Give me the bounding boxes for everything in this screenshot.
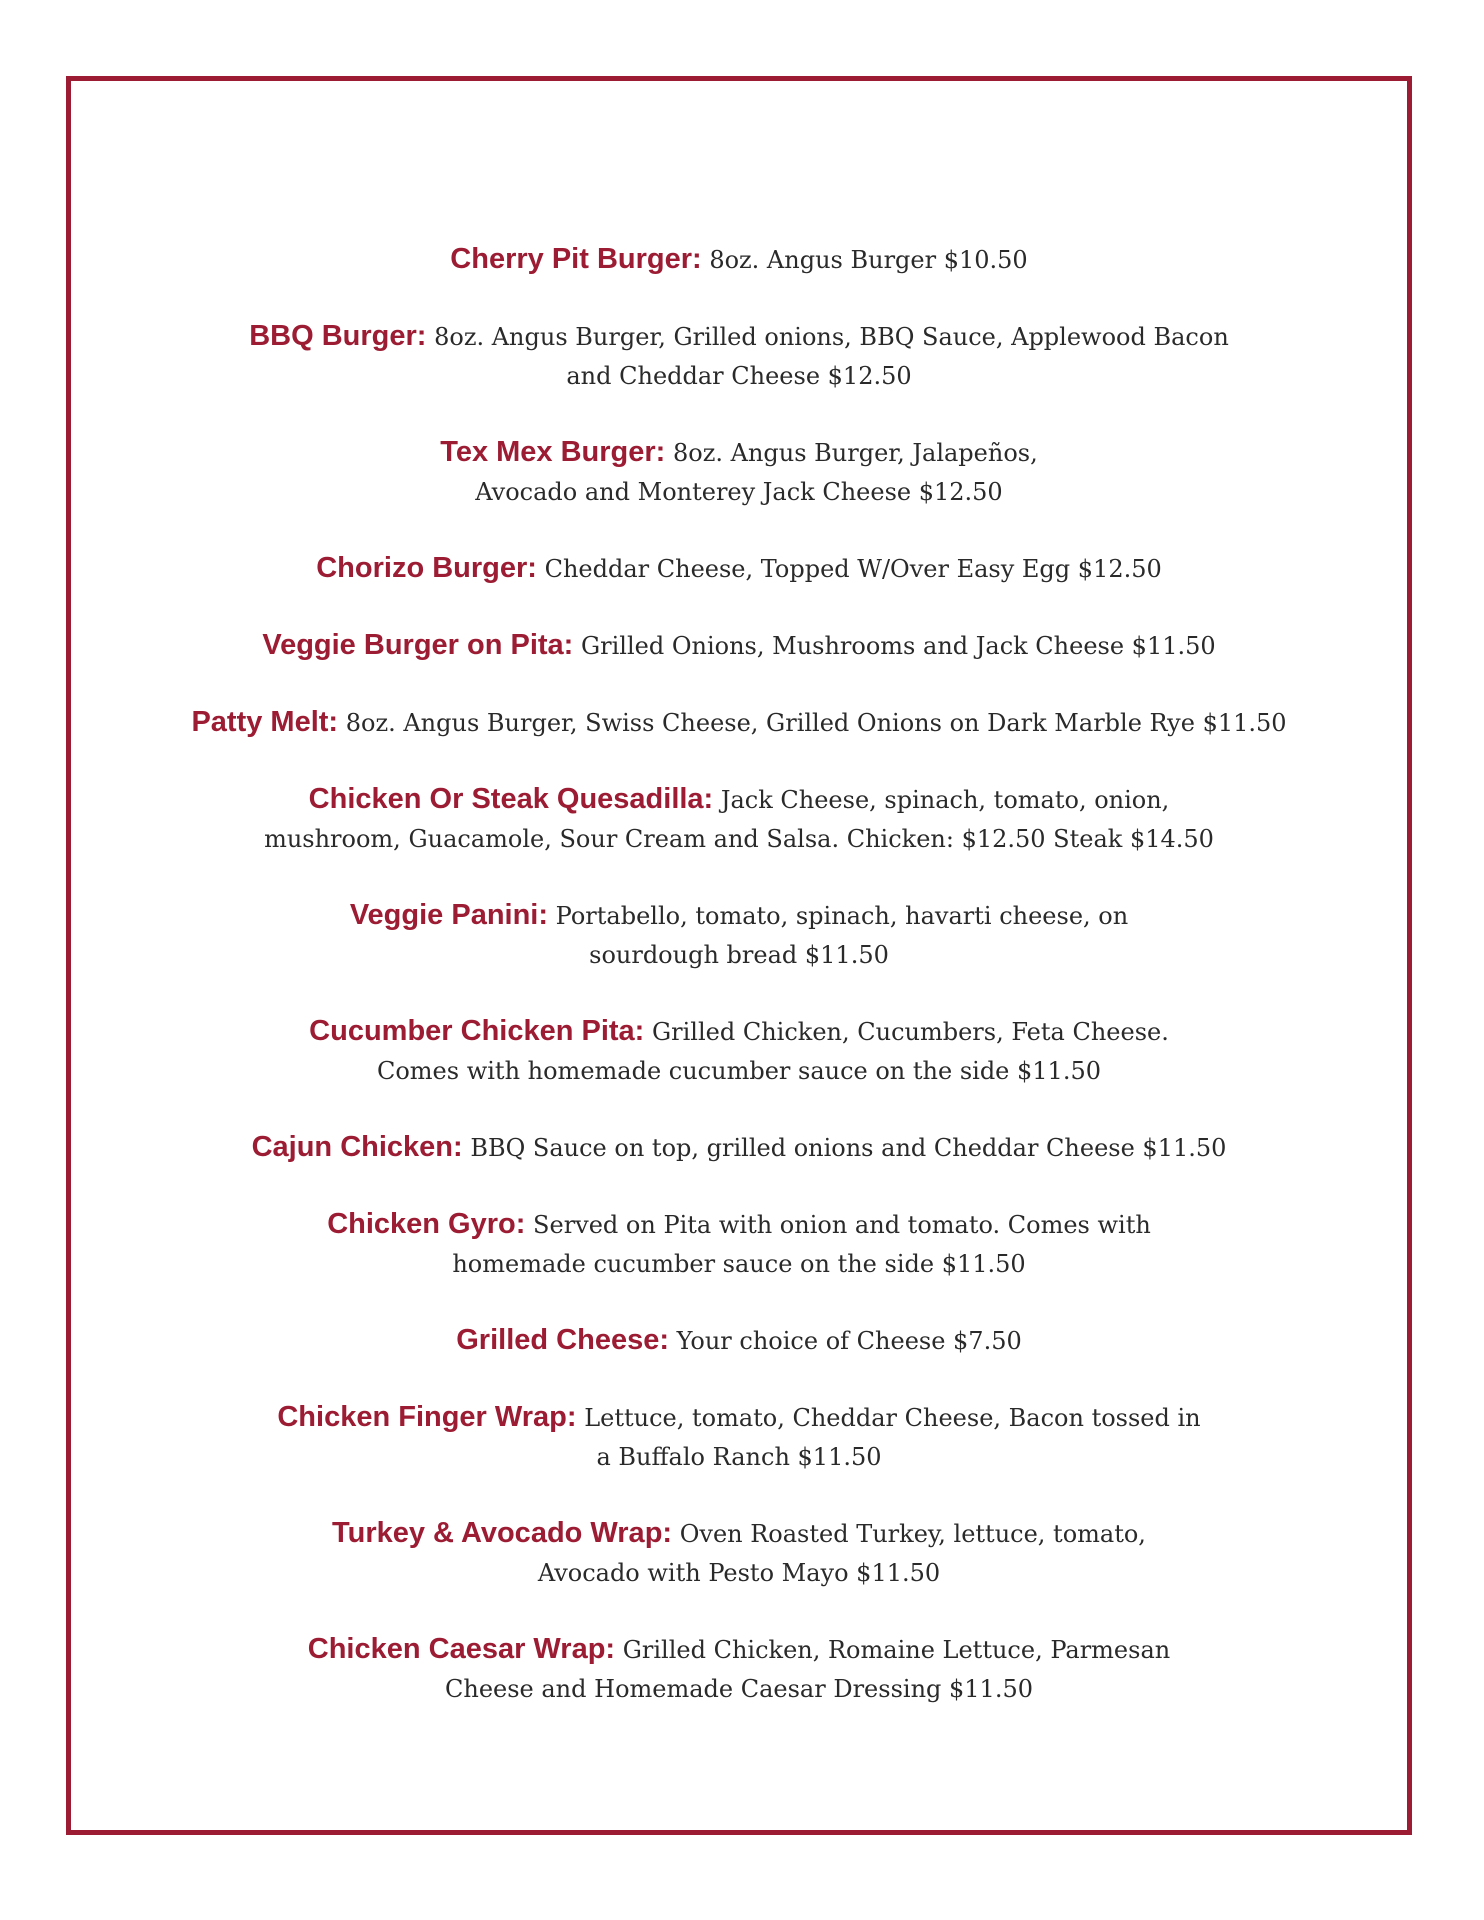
menu-item-description-line2: Comes with homemade cucumber sauce on the side $11.50 — [376, 1057, 1101, 1085]
menu-item-turkey-avocado-wrap — [66, 1514, 1412, 1593]
menu-item-name: Cucumber Chicken Pita: — [309, 1015, 645, 1047]
menu-item-description-line2: sourdough bread $11.50 — [589, 941, 889, 969]
menu-item-name: Veggie Panini: — [349, 899, 549, 931]
menu-item-cherry-pit-burger — [66, 240, 1412, 280]
menu-item-description: 8oz. Angus Burger $10.50 — [709, 246, 1028, 274]
menu-item-name: Patty Melt: — [191, 706, 339, 738]
menu-item-name: BBQ Burger: — [249, 320, 427, 352]
menu-item-description: Served on Pita with onion and tomato. Comes with — [533, 1211, 1151, 1239]
menu-item-bbq-burger — [66, 317, 1412, 396]
menu-item-chicken-finger-wrap — [66, 1398, 1412, 1477]
menu-item-veggie-burger-on-pita — [66, 626, 1412, 666]
menu-item-name: Veggie Burger on Pita: — [262, 629, 574, 661]
menu-item-patty-melt — [66, 703, 1412, 743]
menu-item-name: Chicken Gyro: — [327, 1208, 526, 1240]
menu-item-description-line2: homemade cucumber sauce on the side $11.50 — [452, 1250, 1026, 1278]
menu-item-description: BBQ Sauce on top, grilled onions and Cheddar Cheese $11.50 — [470, 1134, 1227, 1162]
menu-item-description: 8oz. Angus Burger, Grilled onions, BBQ Sauce, Applewood Bacon — [434, 323, 1229, 351]
menu-item-name: Cherry Pit Burger: — [450, 243, 702, 275]
menu-item-description: 8oz. Angus Burger, Jalapeños, — [672, 439, 1038, 467]
menu-item-description: 8oz. Angus Burger, Swiss Cheese, Grilled Onions on Dark Marble Rye $11.50 — [345, 709, 1287, 737]
menu-item-cajun-chicken — [66, 1128, 1412, 1168]
menu-item-cucumber-chicken-pita — [66, 1012, 1412, 1091]
menu-item-description: Lettuce, tomato, Cheddar Cheese, Bacon tossed in — [584, 1404, 1201, 1432]
menu-item-chicken-or-steak-quesadilla — [66, 780, 1412, 859]
menu-item-description: Oven Roasted Turkey, lettuce, tomato, — [679, 1520, 1146, 1548]
menu-item-description: Grilled Onions, Mushrooms and Jack Cheese $11.50 — [580, 632, 1216, 660]
menu-item-name: Chicken Or Steak Quesadilla: — [308, 783, 714, 815]
menu-item-chicken-gyro — [66, 1205, 1412, 1284]
menu-item-description-line2: and Cheddar Cheese $12.50 — [566, 362, 912, 390]
menu-item-chicken-caesar-wrap — [66, 1630, 1412, 1709]
menu-item-description: Portabello, tomato, spinach, havarti cheese, on — [555, 902, 1129, 930]
menu-item-grilled-cheese — [66, 1321, 1412, 1361]
menu-item-name: Grilled Cheese: — [456, 1324, 669, 1356]
menu-item-veggie-panini — [66, 896, 1412, 975]
menu-item-name: Tex Mex Burger: — [440, 436, 666, 468]
menu-item-tex-mex-burger — [66, 433, 1412, 512]
menu-item-description-line2: Cheese and Homemade Caesar Dressing $11.50 — [445, 1675, 1033, 1703]
menu-item-description: Cheddar Cheese, Topped W/Over Easy Egg $12.50 — [544, 555, 1162, 583]
menu-list — [66, 240, 1412, 1746]
menu-item-description-line2: mushroom, Guacamole, Sour Cream and Salsa. Chicken: $12.50 Steak $14.50 — [264, 825, 1214, 853]
menu-item-description-line2: Avocado and Monterey Jack Cheese $12.50 — [475, 478, 1003, 506]
menu-item-name: Chicken Finger Wrap: — [277, 1401, 577, 1433]
menu-item-description: Jack Cheese, spinach, tomato, onion, — [720, 786, 1170, 814]
menu-item-name: Cajun Chicken: — [251, 1131, 463, 1163]
menu-item-description: Grilled Chicken, Cucumbers, Feta Cheese. — [651, 1018, 1169, 1046]
menu-item-description-line2: a Buffalo Ranch $11.50 — [596, 1443, 882, 1471]
menu-item-description: Your choice of Cheese $7.50 — [676, 1327, 1022, 1355]
menu-item-name: Chicken Caesar Wrap: — [307, 1633, 616, 1665]
menu-item-name: Chorizo Burger: — [316, 552, 537, 584]
menu-item-description-line2: Avocado with Pesto Mayo $11.50 — [537, 1559, 941, 1587]
menu-item-description: Grilled Chicken, Romaine Lettuce, Parmesan — [622, 1636, 1171, 1664]
menu-item-chorizo-burger — [66, 549, 1412, 589]
menu-item-name: Turkey & Avocado Wrap: — [332, 1517, 673, 1549]
